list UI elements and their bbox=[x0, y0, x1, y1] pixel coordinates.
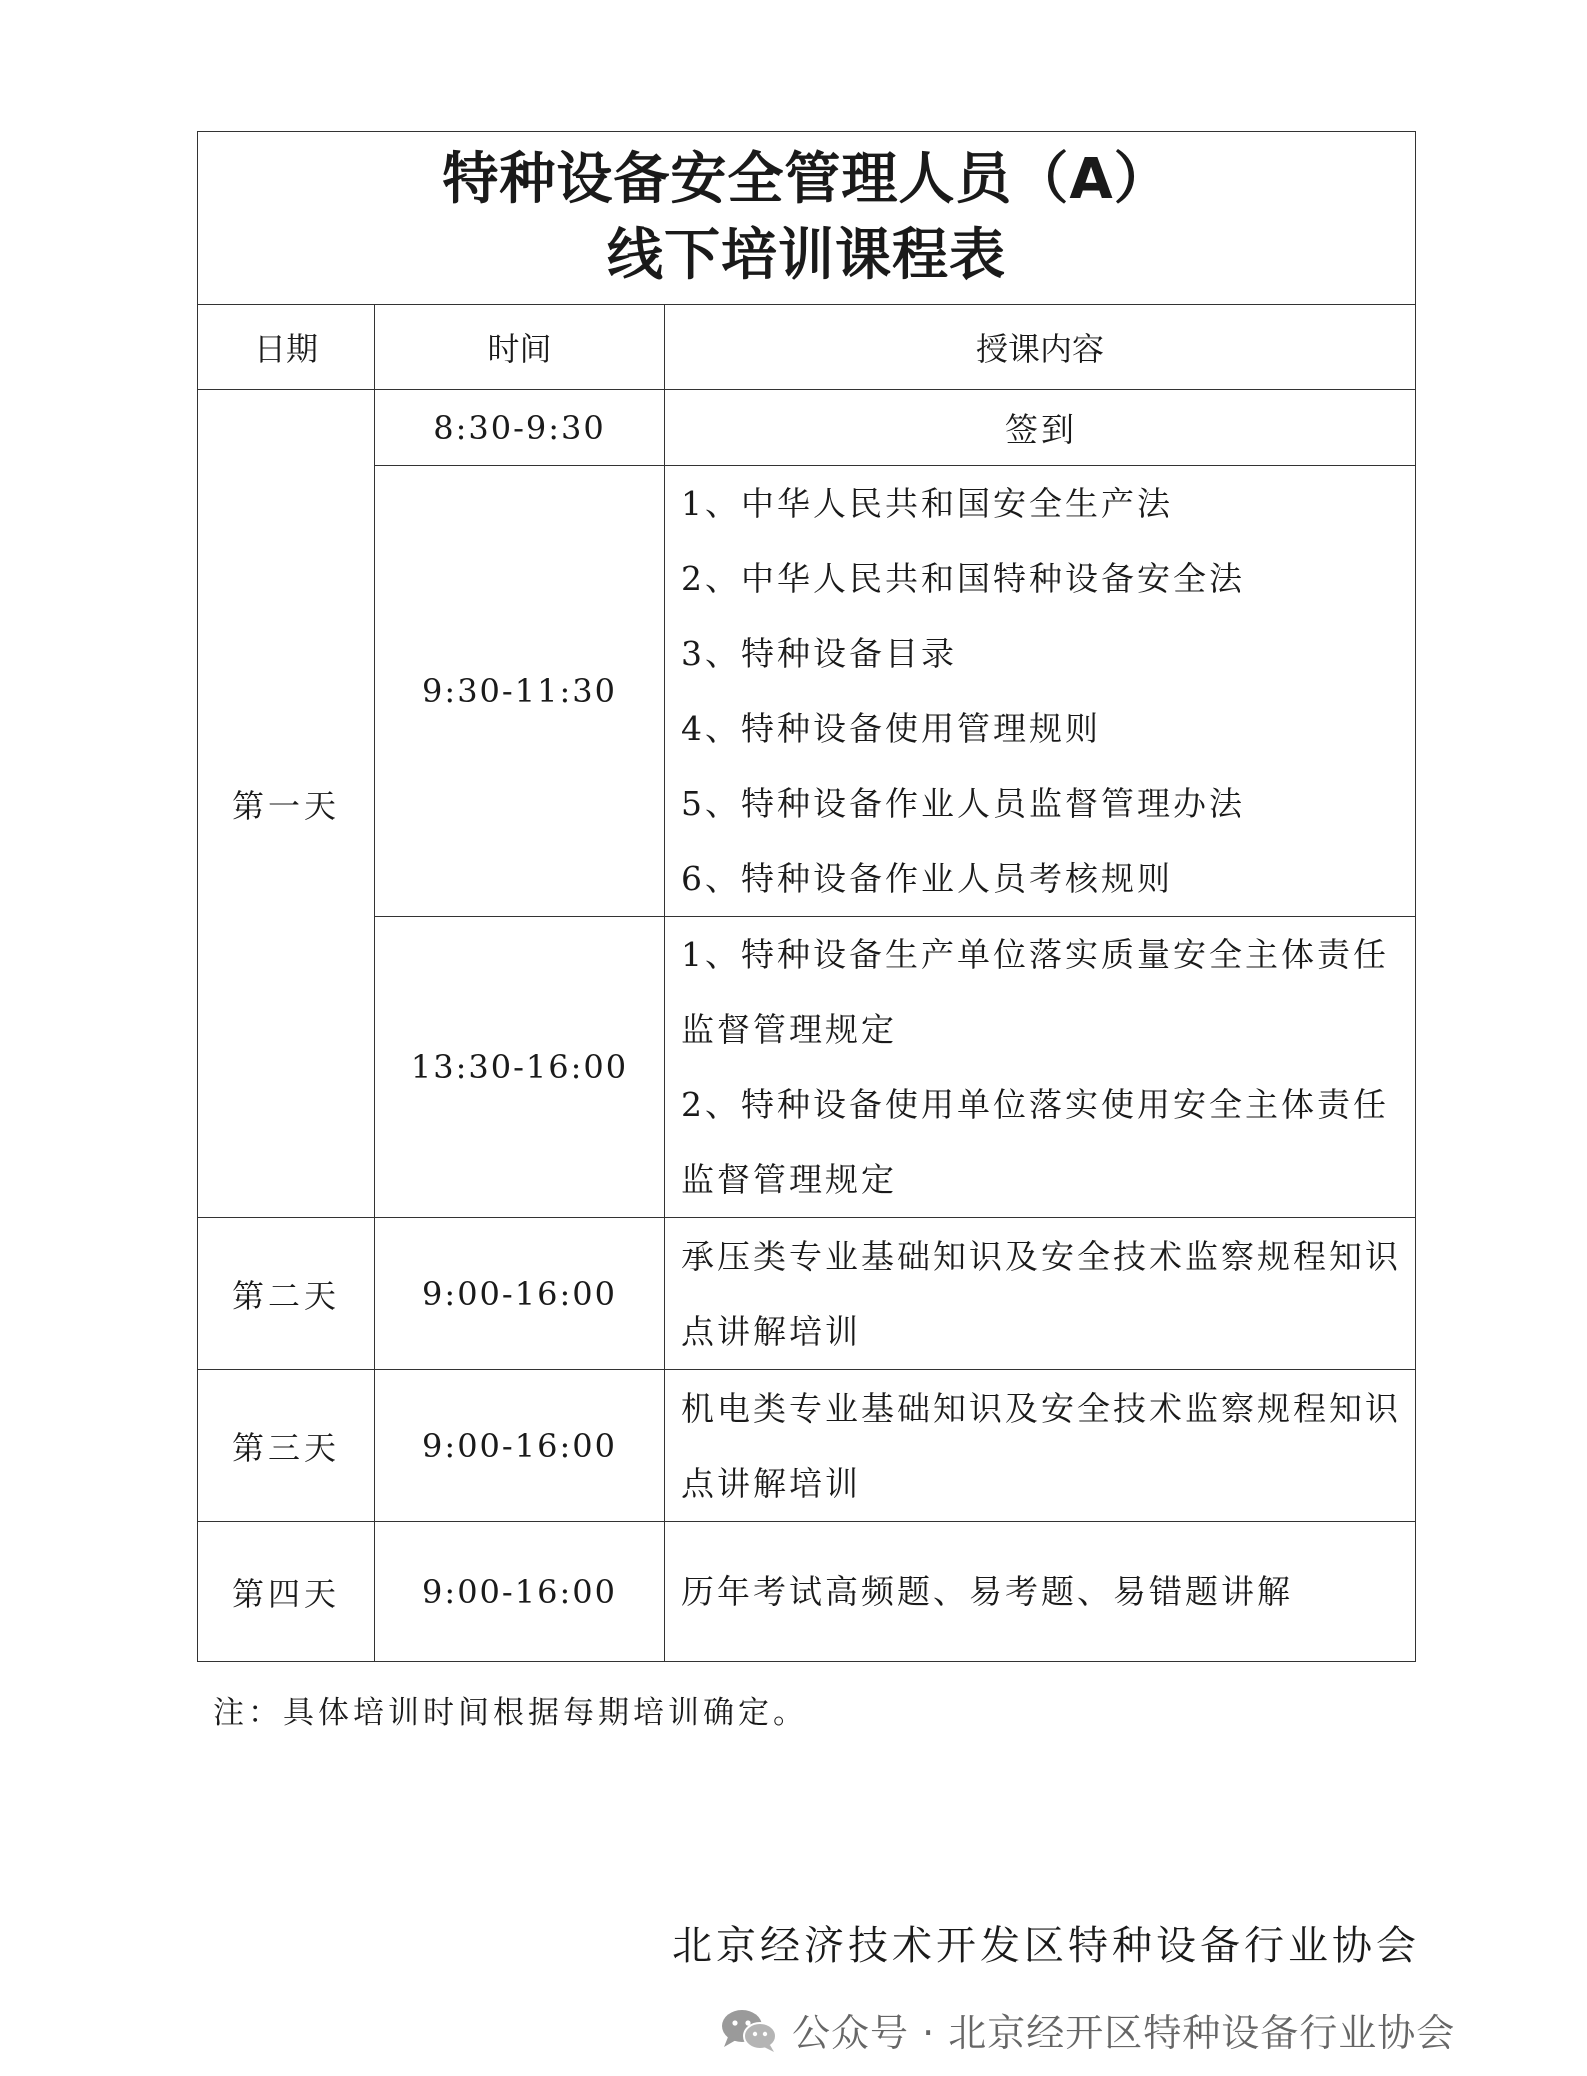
day2-time: 9:00-16:00 bbox=[375, 1218, 665, 1370]
day1-slot2-content bbox=[665, 466, 1416, 917]
day2-content-text: 承压类专业基础知识及安全技术监察规程知识点讲解培训 bbox=[681, 1236, 1401, 1351]
table-row bbox=[198, 390, 1416, 466]
list-item: 2、中华人民共和国特种设备安全法 bbox=[681, 559, 1245, 598]
table-row bbox=[198, 466, 1416, 917]
schedule-table bbox=[197, 131, 1416, 1662]
table-row bbox=[198, 1218, 1416, 1370]
day2-content bbox=[665, 1218, 1416, 1370]
schedule-sheet bbox=[197, 131, 1415, 1662]
footnote: 注：具体培训时间根据每期培训确定。 bbox=[213, 1695, 808, 1731]
table-row bbox=[198, 1370, 1416, 1522]
list-item: 1、特种设备生产单位落实质量安全主体责任监督管理规定 bbox=[681, 935, 1389, 1049]
table-row bbox=[198, 1522, 1416, 1662]
watermark bbox=[720, 2002, 1455, 2057]
day3-content bbox=[665, 1370, 1416, 1522]
day1-slot2-time: 9:30-11:30 bbox=[375, 466, 665, 917]
day1-label: 第一天 bbox=[198, 390, 375, 1218]
header-date: 日期 bbox=[198, 305, 375, 390]
day1-slot1-content: 签到 bbox=[665, 390, 1416, 466]
list-item: 2、特种设备使用单位落实使用安全主体责任监督管理规定 bbox=[681, 1085, 1389, 1199]
list-item: 1、中华人民共和国安全生产法 bbox=[681, 484, 1173, 523]
list-item: 6、特种设备作业人员考核规则 bbox=[681, 859, 1173, 898]
day3-content-text: 机电类专业基础知识及安全技术监察规程知识点讲解培训 bbox=[681, 1388, 1401, 1503]
day1-slot3-time: 13:30-16:00 bbox=[375, 917, 665, 1218]
list-item: 3、特种设备目录 bbox=[681, 634, 957, 673]
table-title bbox=[198, 132, 1416, 305]
header-content: 授课内容 bbox=[665, 305, 1416, 390]
day3-time: 9:00-16:00 bbox=[375, 1370, 665, 1522]
header-time: 时间 bbox=[375, 305, 665, 390]
list-item: 5、特种设备作业人员监督管理办法 bbox=[681, 784, 1245, 823]
title-line-1: 特种设备安全管理人员（A） bbox=[442, 147, 1171, 212]
list-item: 4、特种设备使用管理规则 bbox=[681, 709, 1101, 748]
day4-label: 第四天 bbox=[198, 1522, 375, 1662]
day1-slot1-time: 8:30-9:30 bbox=[375, 390, 665, 466]
day2-label: 第二天 bbox=[198, 1218, 375, 1370]
wechat-icon bbox=[720, 2007, 778, 2053]
day4-content-text: 历年考试高频题、易考题、易错题讲解 bbox=[681, 1572, 1293, 1611]
table-row bbox=[198, 917, 1416, 1218]
day4-content bbox=[665, 1522, 1416, 1662]
day4-time: 9:00-16:00 bbox=[375, 1522, 665, 1662]
watermark-text: 公众号 · 北京经开区特种设备行业协会 bbox=[792, 2011, 1456, 2055]
day3-label: 第三天 bbox=[198, 1370, 375, 1522]
signature: 北京经济技术开发区特种设备行业协会 bbox=[672, 1923, 1420, 1969]
title-line-2: 线下培训课程表 bbox=[607, 223, 1006, 288]
day1-slot3-content bbox=[665, 917, 1416, 1218]
